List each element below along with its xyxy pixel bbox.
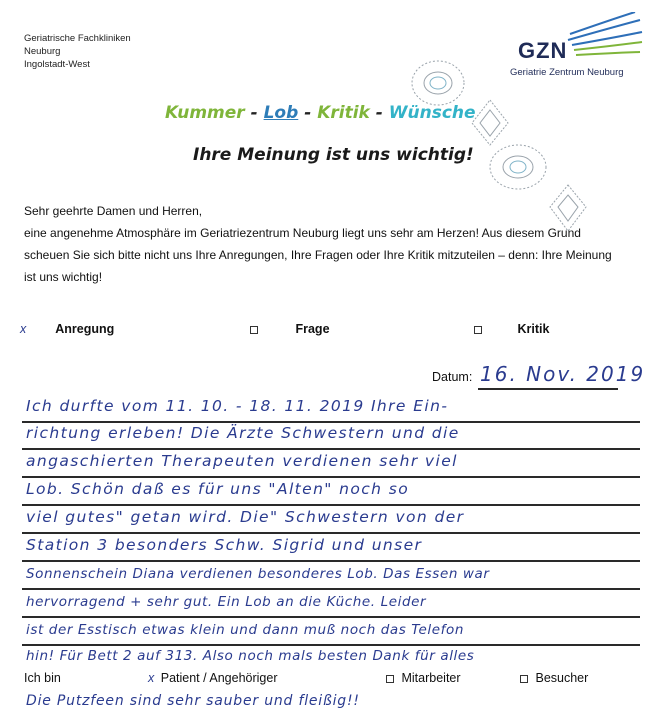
datum-underline — [478, 388, 618, 390]
writing-rule — [22, 448, 640, 450]
option-label: Frage — [295, 322, 330, 336]
slogan-separator: - — [375, 103, 383, 123]
slogan-wuensche: Wünsche — [388, 103, 476, 123]
role-label: Patient / Angehöriger — [160, 671, 278, 685]
writing-rule — [22, 421, 640, 423]
option-label: Anregung — [55, 322, 115, 336]
option-label: Kritik — [517, 322, 550, 336]
option-frage[interactable] — [250, 322, 330, 336]
slogan-tagline: Ihre Meinung ist uns wichtig! — [193, 145, 474, 165]
gzn-logo-text: GZN — [518, 38, 568, 63]
checkmark-icon: x — [20, 322, 27, 336]
clinic-line: Geriatrische Fachkliniken — [24, 33, 131, 44]
slogan-lob: Lob — [263, 103, 299, 123]
writing-rule — [22, 532, 640, 534]
gzn-logo-subtitle: Geriatrie Zentrum Neuburg — [510, 67, 624, 78]
clinic-address — [24, 32, 131, 71]
handwritten-line: viel gutes" getan wird. Die" Schwestern von der — [26, 508, 465, 526]
handwritten-line: Station 3 besonders Schw. Sigrid und unser — [26, 536, 423, 554]
role-label: Besucher — [535, 671, 589, 685]
checkbox-icon — [250, 326, 258, 334]
salutation: Sehr geehrte Damen und Herren, — [24, 204, 203, 218]
writing-rule — [22, 644, 640, 646]
slogan-line — [165, 103, 476, 123]
role-label: Mitarbeiter — [401, 671, 461, 685]
handwritten-line: Ich durfte vom 11. 10. - 18. 11. 2019 Ihre Ein- — [26, 397, 449, 415]
handwritten-line: angaschierten Therapeuten verdienen sehr viel — [26, 452, 458, 470]
intro-body: eine angenehme Atmosphäre im Geriatriezentrum Neuburg liegt uns sehr am Herzen! Aus diesem Grund scheuen Sie sich bitte nicht uns Ihre Anregungen, Ihre Fragen oder Ihre Kritik mitzuteilen – denn: Ihre Meinung ist uns wichtig! — [24, 226, 612, 284]
checkbox-icon — [474, 326, 482, 334]
slogan-kritik: Kritik — [317, 103, 370, 123]
intro-text — [24, 200, 624, 288]
clinic-line: Neuburg — [24, 46, 61, 57]
writing-rule — [22, 560, 640, 562]
writing-rule — [22, 504, 640, 506]
slogan-kummer: Kummer — [165, 103, 245, 123]
checkbox-icon — [386, 675, 394, 683]
writing-rule — [22, 616, 640, 618]
checkmark-icon: x — [148, 671, 155, 685]
role-besucher[interactable] — [520, 671, 588, 685]
handwritten-line: Lob. Schön daß es für uns "Alten" noch so — [26, 480, 410, 498]
handwritten-line: Sonnenschein Diana verdienen besonderes Lob. Das Essen war — [26, 566, 490, 582]
handwritten-line: hervorragend + sehr gut. Ein Lob an die Küche. Leider — [26, 594, 427, 610]
option-kritik[interactable] — [474, 322, 549, 336]
handwritten-line: hin! Für Bett 2 auf 313. Also noch mals besten Dank für alles — [26, 648, 475, 664]
handwritten-line: ist der Esstisch etwas klein und dann muß noch das Telefon — [26, 622, 465, 638]
checkbox-icon — [520, 675, 528, 683]
option-anregung[interactable] — [20, 322, 114, 336]
handwritten-line: richtung erleben! Die Ärzte Schwestern und die — [26, 424, 460, 442]
ich-bin-label: Ich bin — [24, 671, 61, 685]
slogan-separator: - — [250, 103, 258, 123]
slogan-separator: - — [304, 103, 312, 123]
datum-label: Datum: — [432, 370, 473, 384]
role-patient[interactable] — [148, 671, 277, 685]
writing-rule — [22, 476, 640, 478]
role-mitarbeiter[interactable] — [386, 671, 461, 685]
datum-value[interactable]: 16. Nov. 2019 — [480, 362, 646, 386]
writing-rule — [22, 588, 640, 590]
clinic-line: Ingolstadt-West — [24, 59, 90, 70]
handwritten-closing: Die Putzfeen sind sehr sauber und fleißig!! — [26, 693, 360, 709]
